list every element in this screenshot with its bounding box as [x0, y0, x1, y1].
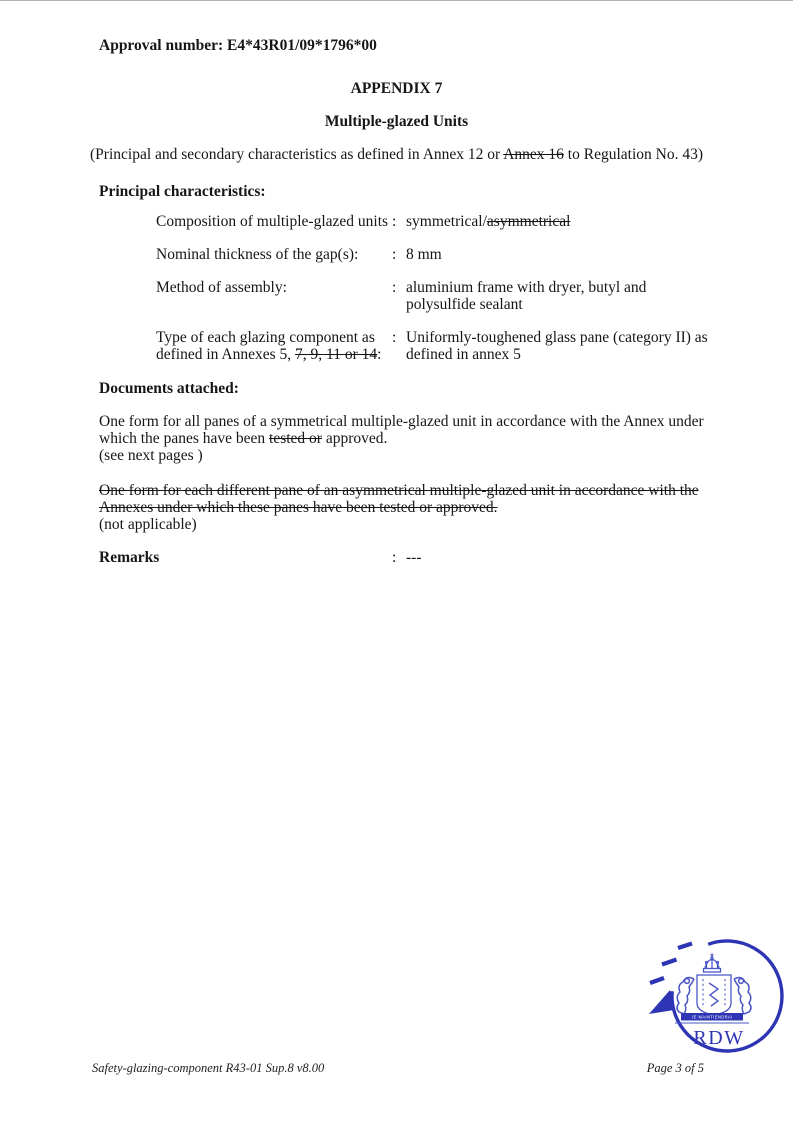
left-lion-icon — [677, 978, 694, 1014]
paragraph-struck-text: tested or — [269, 430, 322, 447]
right-lion-icon — [734, 978, 751, 1014]
coat-of-arms — [677, 954, 751, 1016]
logo-wedge — [649, 990, 674, 1014]
asymmetrical-unit-paragraph: One form for each different pane of an asymmetrical multiple-glazed unit in accordance with the Annexes under which these panes have been tested or approved. (not applicable) — [99, 482, 705, 533]
note-suffix: to Regulation No. 43) — [563, 146, 703, 163]
row-colon: : — [392, 213, 397, 230]
label-struck-text: 7, 9, 11 or 14 — [295, 346, 378, 363]
footer-document-id: Safety-glazing-component R43-01 Sup.8 v8.00 — [92, 1061, 325, 1075]
motto-text: JE MAINTIENDRAI — [691, 1014, 733, 1020]
characteristic-row-gap-thickness — [99, 246, 705, 263]
row-colon: : — [392, 279, 397, 296]
characteristics-note — [0, 146, 793, 163]
row-label: Composition of multiple-glazed units — [156, 213, 389, 230]
characteristic-row-composition — [99, 213, 705, 230]
shield-icon — [697, 975, 731, 1015]
characteristic-row-glazing-component-type — [99, 329, 708, 363]
row-colon: : — [392, 246, 397, 263]
logo-speed-dashes — [650, 944, 692, 984]
row-label: Method of assembly: — [156, 279, 287, 296]
row-indent — [99, 246, 156, 263]
crown-icon — [704, 954, 721, 973]
characteristic-row-assembly-method — [99, 279, 705, 313]
not-applicable-note: (not applicable) — [99, 516, 197, 533]
value-struck-text: asymmetrical — [486, 213, 571, 230]
row-value: Uniformly-toughened glass pane (category II) as defined in annex 5 — [406, 329, 708, 363]
remarks-colon: : — [392, 549, 397, 566]
principal-characteristics-heading: Principal characteristics: — [99, 183, 266, 200]
remarks-row — [99, 549, 705, 566]
row-indent — [99, 329, 156, 363]
see-next-pages-note: (see next pages ) — [99, 447, 203, 464]
appendix-title: APPENDIX 7 — [350, 80, 443, 97]
rdw-text: RDW — [693, 1027, 745, 1049]
rdw-logo-graphic — [648, 937, 792, 1055]
row-indent — [99, 279, 156, 313]
row-indent — [99, 213, 156, 230]
approval-number-line: Approval number: E4*43R01/09*1796*00 — [99, 37, 377, 54]
remarks-value: --- — [406, 549, 422, 566]
rdw-logo — [648, 937, 792, 1055]
document-content — [90, 1, 708, 566]
row-colon: : — [392, 329, 397, 346]
footer-page-number: Page 3 of 5 — [646, 1061, 704, 1075]
page-footer — [92, 1060, 704, 1077]
row-label: Type of each glazing component as defined in Annexes 5, 7, 9, 11 or 14: — [156, 329, 382, 363]
remarks-label: Remarks — [99, 549, 160, 566]
row-value: aluminium frame with dryer, butyl and polysulfide sealant — [406, 279, 647, 313]
note-prefix: (Principal and secondary characteristics as defined in Annex 12 or — [90, 146, 504, 163]
row-value: symmetrical/asymmetrical — [406, 213, 571, 230]
row-label: Nominal thickness of the gap(s): — [156, 246, 359, 263]
symmetrical-unit-paragraph: One form for all panes of a symmetrical multiple-glazed unit in accordance with the Annex under which the panes have been tested or approved. (see next pages ) — [99, 413, 704, 464]
documents-attached-heading: Documents attached: — [99, 380, 239, 397]
note-struck-text: Annex 16 — [503, 146, 564, 163]
document-subtitle: Multiple-glazed Units — [324, 113, 469, 130]
row-value: 8 mm — [406, 246, 442, 263]
